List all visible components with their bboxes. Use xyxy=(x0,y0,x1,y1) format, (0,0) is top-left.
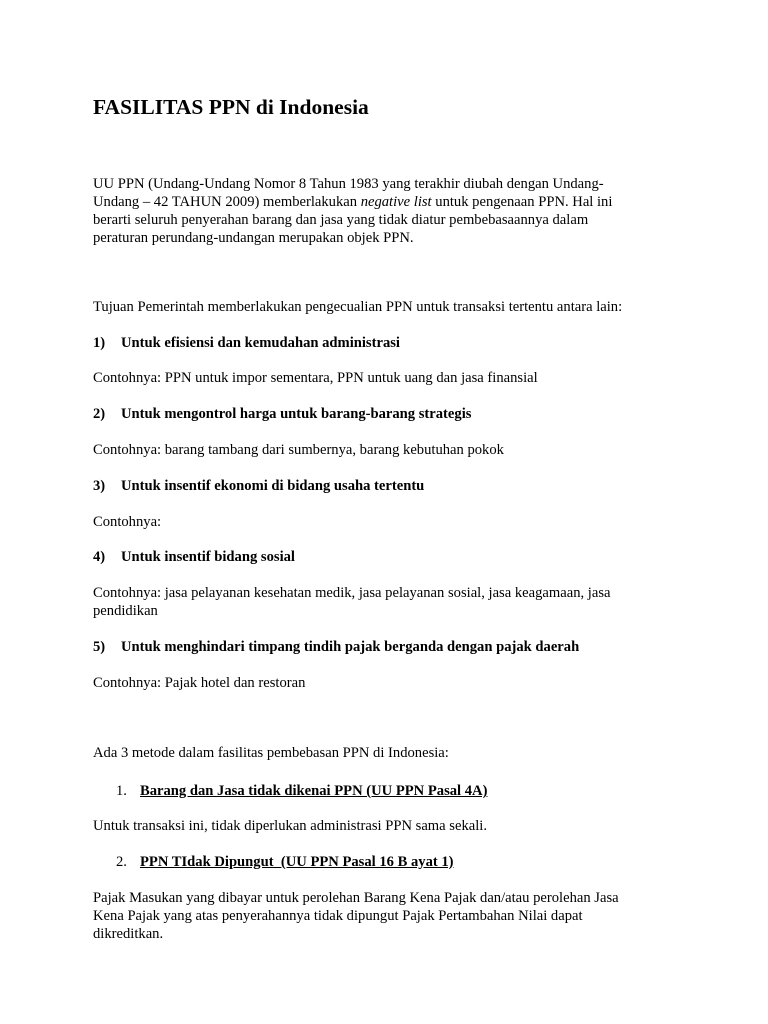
goal-example-1: Contohnya: PPN untuk impor sementara, PPN untuk uang dan jasa finansial xyxy=(93,370,538,386)
method-text-1: Untuk transaksi ini, tidak diperlukan administrasi PPN sama sekali. xyxy=(93,818,487,834)
goal-num: 4) xyxy=(93,549,106,565)
goal-heading-1 xyxy=(93,335,673,352)
goal-num: 2) xyxy=(93,406,106,422)
method-text-2-line-2: Kena Pajak yang atas penyerahannya tidak dipungut Pajak Pertambahan Nilai dapat xyxy=(93,908,583,924)
method-text-2-line-3: dikreditkan. xyxy=(93,926,164,942)
intro-line-1: UU PPN (Undang-Undang Nomor 8 Tahun 1983 yang terakhir diubah dengan Undang- xyxy=(93,176,604,192)
method-num-1: 1. xyxy=(116,783,127,799)
intro-line-3: berarti seluruh penyerahan barang dan jasa yang tidak diatur pembebasaannya dalam xyxy=(93,212,589,228)
goal-heading-text: Untuk efisiensi dan kemudahan administrasi xyxy=(121,335,400,351)
goal-num: 1) xyxy=(93,335,106,351)
goal-heading-text: Untuk insentif ekonomi di bidang usaha tertentu xyxy=(121,478,425,494)
goal-example-4: Contohnya: jasa pelayanan kesehatan medik, jasa pelayanan sosial, jasa keagamaan, jasa xyxy=(93,585,611,601)
tujuan-intro: Tujuan Pemerintah memberlakukan pengecualian PPN untuk transaksi tertentu antara lain: xyxy=(93,299,623,315)
intro-line-4: peraturan perundang-undangan merupakan objek PPN. xyxy=(93,230,414,246)
methods-intro: Ada 3 metode dalam fasilitas pembebasan PPN di Indonesia: xyxy=(93,745,449,761)
goal-num: 5) xyxy=(93,639,106,655)
goal-example-5: Contohnya: Pajak hotel dan restoran xyxy=(93,675,306,691)
method-heading-1: Barang dan Jasa tidak dikenai PPN (UU PPN Pasal 4A) xyxy=(140,783,488,799)
goal-heading-text: Untuk menghindari timpang tindih pajak berganda dengan pajak daerah xyxy=(121,639,580,655)
goal-heading-text: Untuk insentif bidang sosial xyxy=(121,549,295,565)
intro-line-2-b: untuk pengenaan PPN. Hal ini xyxy=(431,194,613,210)
intro-line-2-a: Undang – 42 TAHUN 2009) memberlakukan xyxy=(93,194,361,210)
goal-heading-text: Untuk mengontrol harga untuk barang-barang strategis xyxy=(121,406,472,422)
goal-heading-5 xyxy=(93,639,673,656)
goal-heading-3 xyxy=(93,478,673,495)
goal-heading-2 xyxy=(93,406,673,423)
page-title: FASILITAS PPN di Indonesia xyxy=(93,95,369,119)
intro-negative-list: negative list xyxy=(360,194,432,210)
goal-num: 3) xyxy=(93,478,106,494)
method-heading-2: PPN TIdak Dipungut (UU PPN Pasal 16 B ayat 1) xyxy=(140,854,454,870)
goal-example-4-line-2: pendidikan xyxy=(93,603,158,619)
goal-heading-4 xyxy=(93,549,673,566)
goal-example-3: Contohnya: xyxy=(93,514,162,530)
method-text-2-line-1: Pajak Masukan yang dibayar untuk perolehan Barang Kena Pajak dan/atau perolehan Jasa xyxy=(93,890,619,906)
intro-line-2 xyxy=(93,194,673,211)
goal-example-2: Contohnya: barang tambang dari sumbernya, barang kebutuhan pokok xyxy=(93,442,504,458)
method-num-2: 2. xyxy=(116,854,127,870)
